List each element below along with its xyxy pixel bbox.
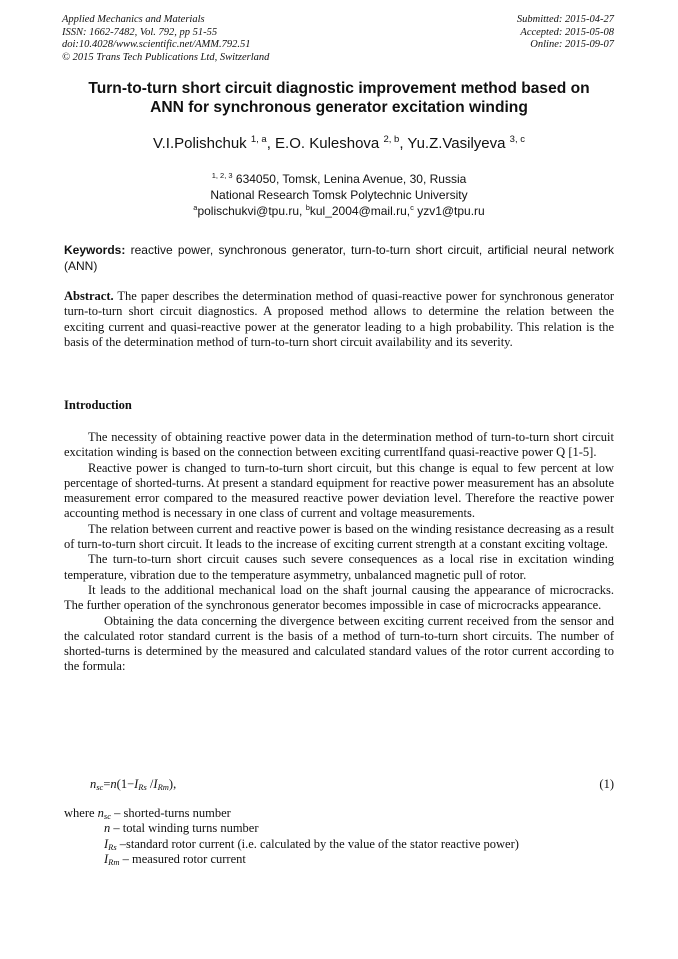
formula-symbol: n <box>90 777 97 791</box>
definition-symbol: n <box>97 806 104 820</box>
definition-symbol: I <box>104 836 109 851</box>
title-line-1: Turn-to-turn short circuit diagnostic improvement method based on <box>88 80 590 97</box>
definition-text: – measured rotor current <box>119 851 246 866</box>
paper-title <box>60 79 618 117</box>
author-superscript: 3, c <box>509 134 525 145</box>
abstract-paragraph <box>64 289 614 350</box>
author-email-link[interactable]: polischukvi@tpu.ru, <box>197 204 303 218</box>
email-superscript: b <box>305 203 310 212</box>
author-superscript: 1, a <box>250 134 267 145</box>
journal-header-right <box>517 14 614 52</box>
date-submitted: Submitted: 2015-04-27 <box>516 14 614 25</box>
formula-operator: (1− <box>116 777 135 791</box>
journal-name: Applied Mechanics and Materials <box>62 14 205 25</box>
keywords-paragraph <box>64 243 614 274</box>
affiliation-superscript: 1, 2, 3 <box>211 171 233 180</box>
definition-subscript: Rs <box>108 841 117 852</box>
definition-row <box>64 821 519 836</box>
author-name: Yu.Z.Vasilyeva <box>407 135 506 152</box>
body-paragraph: Reactive power is changed to turn-to-turn short circuit, but this change is equal to few percent at low percentage of shorted-turns. At present a standard equipment for reactive power measurement has an absolute measurement error compared to the measured reactive power deviation level. Therefore the reactive power accounting method is necessary in one class of current and voltage measurements. <box>64 460 614 521</box>
author-list <box>0 135 678 152</box>
definition-text: –standard rotor current (i.e. calculated by the value of the stator reactive power) <box>116 836 519 851</box>
formula-symbol: I <box>134 777 139 791</box>
email-superscript: c <box>410 203 414 212</box>
definition-symbol: I <box>104 851 109 866</box>
affiliation-emails <box>0 203 678 219</box>
body-paragraph: It leads to the additional mechanical load on the shaft journal causing the appearance of microcracks. The further operation of the synchronous generator becomes impossible in case of microcracks appearance. <box>64 582 614 613</box>
affiliation-address-line <box>0 171 678 187</box>
section-heading-introduction: Introduction <box>64 398 132 412</box>
definition-text: – total winding turns number <box>110 821 259 836</box>
author-email-link[interactable]: yzv1@tpu.ru <box>417 204 485 218</box>
variable-definitions <box>64 806 519 867</box>
formula-operator: / <box>146 777 154 791</box>
definition-row <box>64 837 519 852</box>
formula-subscript: sc <box>96 782 104 792</box>
journal-header-left <box>62 14 269 64</box>
author-separator: , <box>266 135 276 152</box>
formula-symbol: I <box>153 777 158 791</box>
formula-operator: = <box>103 777 111 791</box>
journal-issn: ISSN: 1662-7482, Vol. 792, pp 51-55 <box>62 26 218 38</box>
formula-symbol: n <box>110 777 117 791</box>
body-paragraph: The relation between current and reactive power is based on the winding resistance decreasing as a result of turn-to-turn short circuit. It leads to the increase of exciting current strength at a constant exciting voltage. <box>64 521 614 552</box>
author-name: E.O. Kuleshova <box>275 135 380 152</box>
equation-1 <box>90 776 614 792</box>
definition-row <box>64 806 519 821</box>
journal-doi: doi:10.4028/www.scientific.net/AMM.792.51 <box>62 39 251 50</box>
body-paragraph: Obtaining the data concerning the divergence between exciting current received from the sensor and the calculated rotor standard current is the basis of a method of turn-to-turn short circuits. The number of shorted-turns is determined by the measured and calculated standard values of the rotor current according to the formula: <box>64 613 614 674</box>
definition-subscript: Rm <box>108 856 120 867</box>
date-accepted: Accepted: 2015-05-08 <box>520 26 614 38</box>
abstract-label: Abstract. <box>64 289 114 303</box>
author-superscript: 2, b <box>383 134 400 145</box>
title-line-2: ANN for synchronous generator excitation winding <box>150 99 528 116</box>
keywords-text: reactive power, synchronous generator, turn-to-turn short circuit, artificial neural network (ANN) <box>64 243 614 273</box>
keywords-label: Keywords: <box>64 243 126 257</box>
formula-subscript: Rs <box>138 782 147 792</box>
author-separator: , <box>399 135 408 152</box>
journal-copyright: © 2015 Trans Tech Publications Ltd, Switzerland <box>62 51 270 63</box>
email-superscript: a <box>193 203 198 212</box>
date-online: Online: 2015-09-07 <box>530 39 614 50</box>
author-email-link[interactable]: kul_2004@mail.ru, <box>309 204 411 218</box>
affiliation-university: National Research Tomsk Polytechnic University <box>210 188 468 202</box>
affiliation-address: 634050, Tomsk, Lenina Avenue, 30, Russia <box>235 172 467 186</box>
definition-subscript: sc <box>103 811 112 821</box>
definition-text: – shorted-turns number <box>111 806 231 820</box>
definition-row <box>64 852 519 867</box>
equation-number: (1) <box>599 777 614 791</box>
body-paragraph: The turn-to-turn short circuit causes such severe consequences as a local rise in excitation winding temperature, vibration due to the temperature asymmetry, unbalanced magnetic pull of rotor. <box>64 552 614 582</box>
formula-operator: ), <box>168 777 177 791</box>
introduction-body <box>64 430 614 675</box>
abstract-text: The paper describes the determination method of quasi-reactive power for synchronous generator turn-to-turn short circuit diagnostics. A proposed method allows to determine the relation between the exciting current and quasi-reactive power at the generator leading to a high probability. This relation is the basis of the determination method of turn-to-turn short circuit availability and its severity. <box>64 289 614 349</box>
body-paragraph: The necessity of obtaining reactive power data in the determination method of turn-to-turn short circuit excitation winding is based on the connection between exciting currentIfand quasi-reactive power Q [1-5]. <box>64 430 614 460</box>
author-name: V.I.Polishchuk <box>153 135 247 152</box>
formula-subscript: Rm <box>157 782 169 792</box>
definition-prefix: where <box>64 806 98 820</box>
affiliation <box>0 171 678 219</box>
definition-symbol: n <box>104 821 111 836</box>
